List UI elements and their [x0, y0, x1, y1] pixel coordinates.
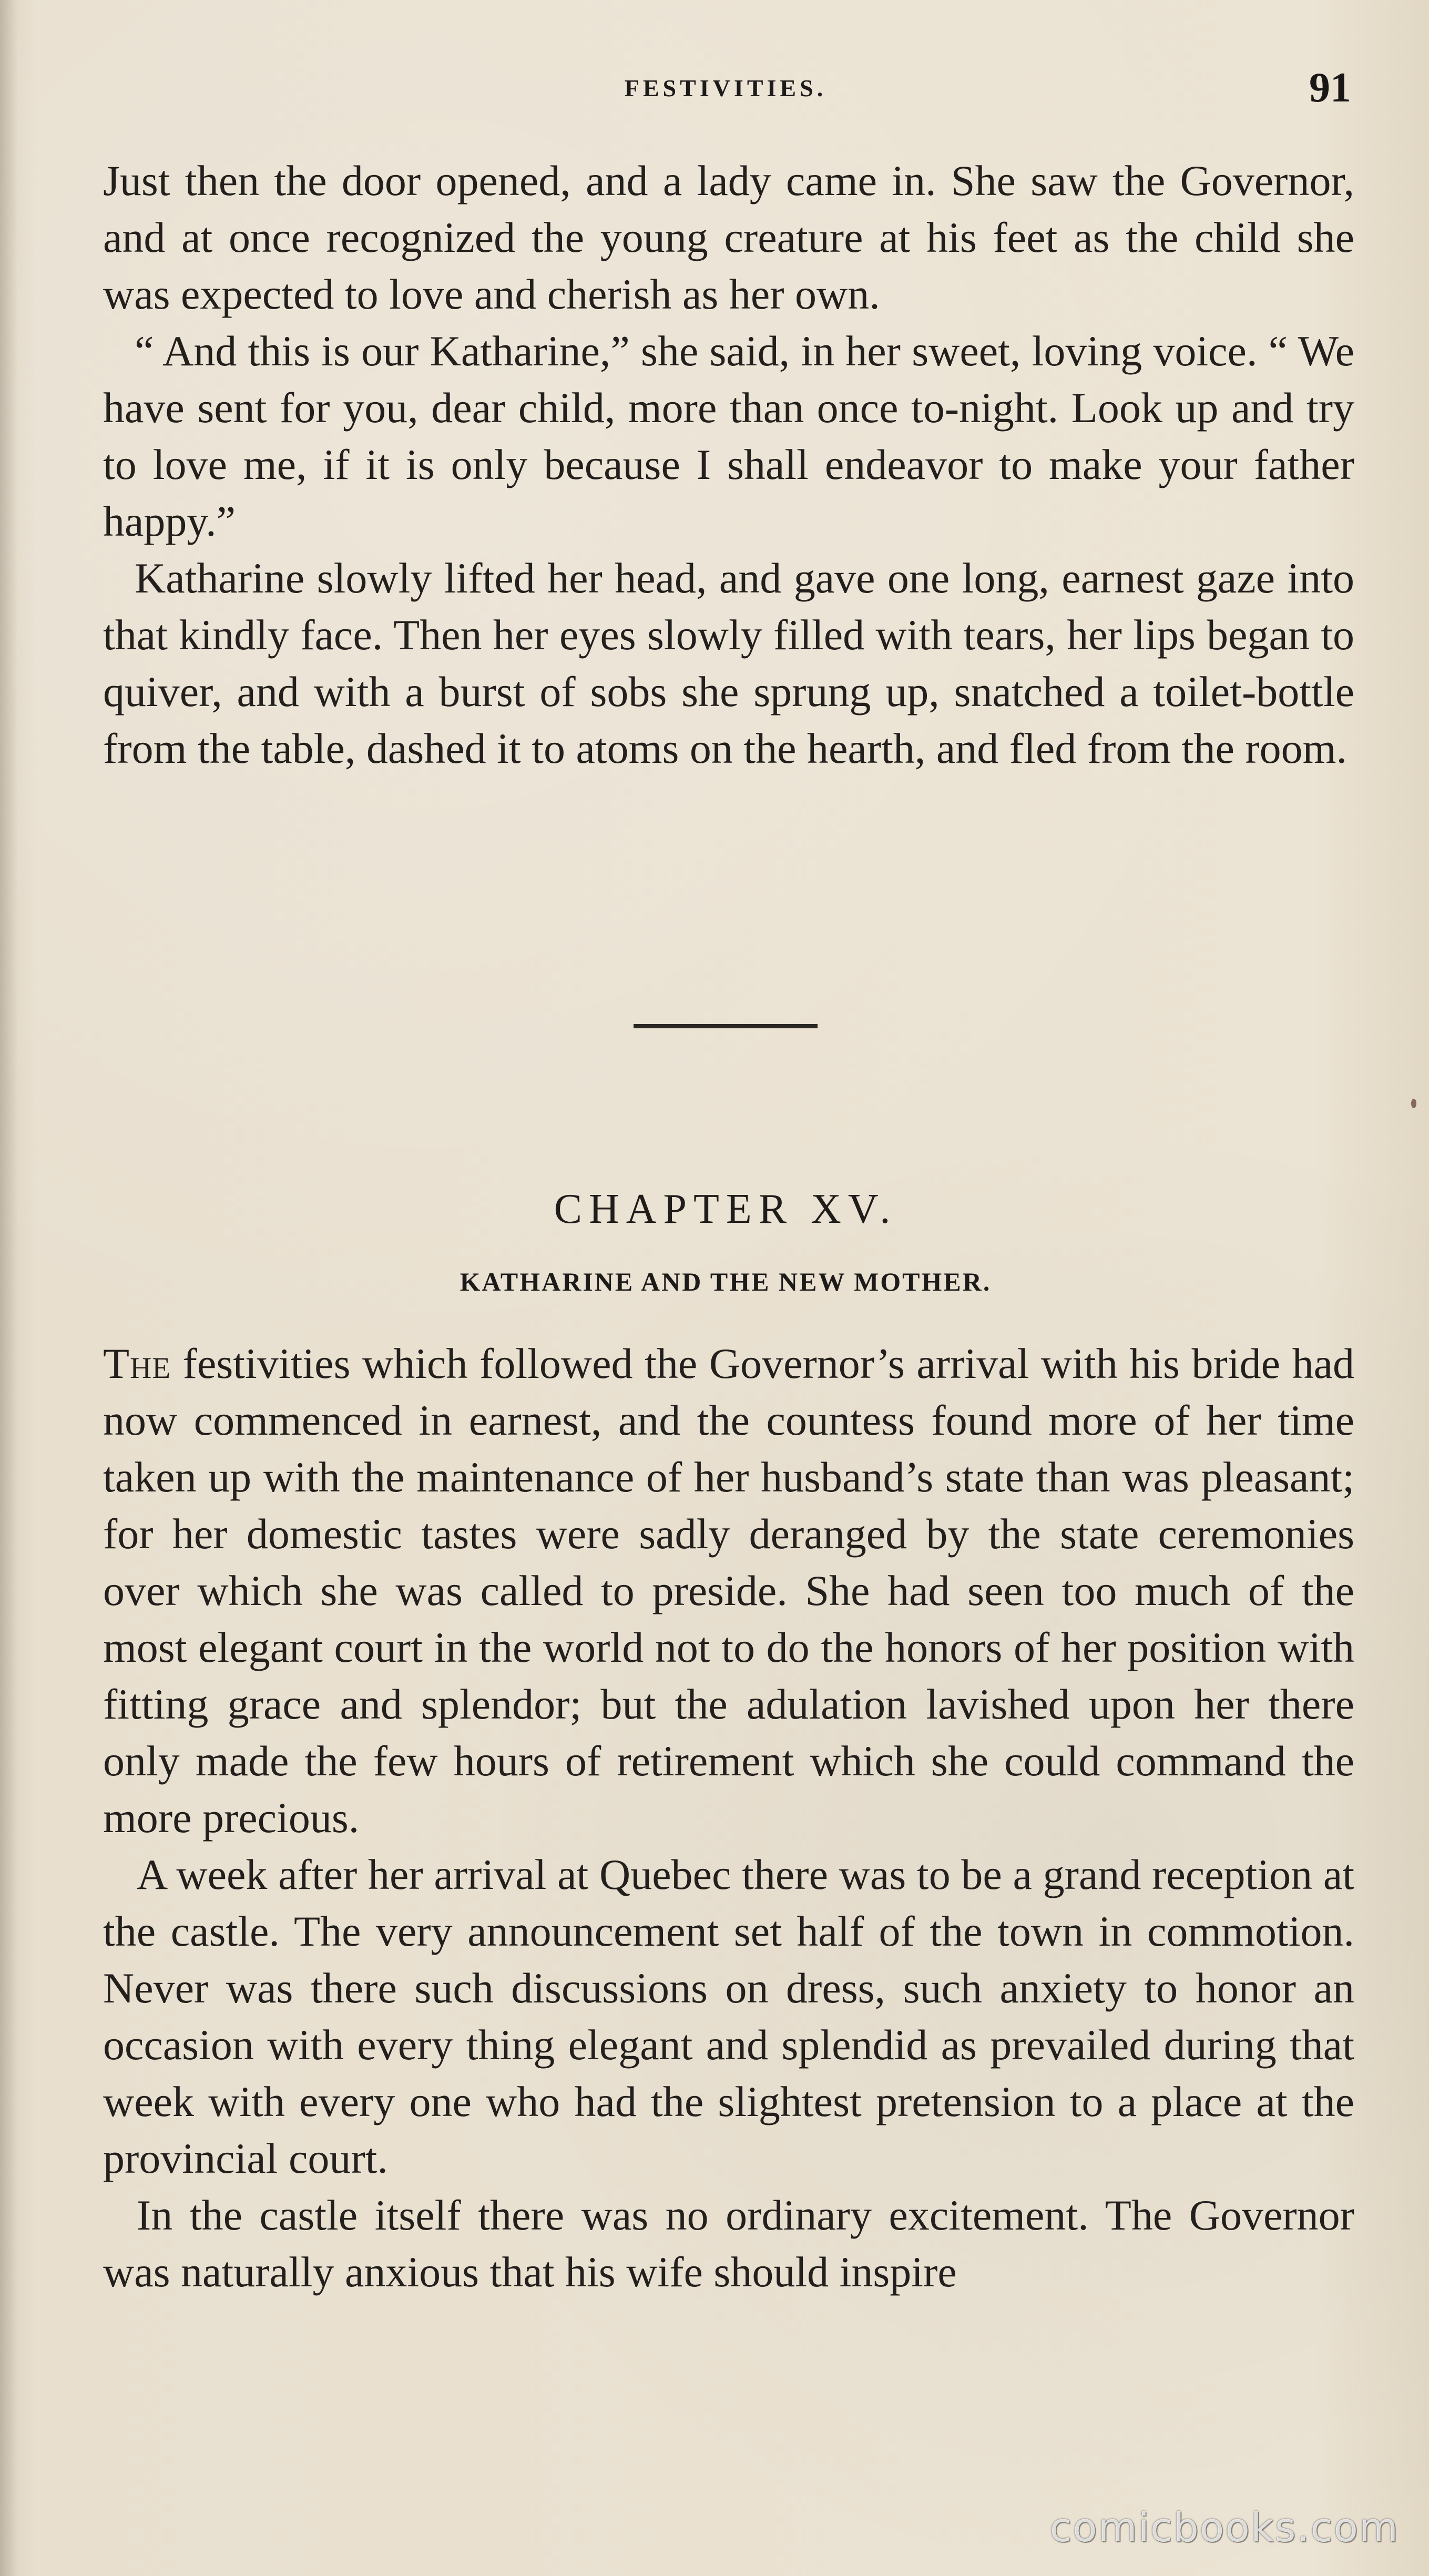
chapter-text: [103, 1335, 1354, 2301]
section-divider: [634, 1024, 818, 1028]
page-gutter-shadow: [0, 0, 18, 2576]
chapter-paragraph-3: In the castle itself there was no ordinary excitement. The Governor was naturally anxious that his wife should inspire: [103, 2191, 1354, 2296]
watermark: comicbooks.com: [1049, 2504, 1399, 2551]
page-header: [100, 65, 1351, 111]
opening-paragraph-3: Katharine slowly lifted her head, and gave one long, earnest gaze into that kindly face. Then her eyes slowly filled with tears, her lips began to quiver, and with a burst of sobs she sprung up, snatched a toilet-bottle from the table, dashed it to atoms on the hearth, and fled from the room.: [103, 554, 1354, 772]
chapter-paragraph-2: A week after her arrival at Quebec there was to be a grand reception at the castle. The very announcement set half of the town in commotion. Never was there such discussions on dress, such anxiety to honor an occasion with every thing elegant and splendid as prevailed during that week with every one who had the slightest pretension to a place at the provincial court.: [103, 1851, 1354, 2182]
chapter-paragraph-1: [103, 1335, 1354, 1846]
opening-text: [103, 152, 1354, 777]
chapter-paragraph-1-text: festivities which followed the Governor’s arrival with his bride had now commenced in earnest, and the countess found more of her time taken up with the maintenance of her husband’s state than was pleasant; for her domestic tastes were sadly deranged by the state ceremonies over which she was called to preside. She had seen too much of the most elegant court in the world not to do the honors of her position with fitting grace and splendor; but the adulation lavished upon her there only made the few hours of retirement which she could command the more precious.: [103, 1340, 1354, 1842]
chapter-subtitle: KATHARINE AND THE NEW MOTHER.: [460, 1267, 992, 1296]
page-number: 91: [1309, 65, 1351, 111]
opening-paragraph-2: “ And this is our Katharine,” she said, in her sweet, loving voice. “ We have sent for you, dear child, more than once to-night. Look up and try to love me, if it is only because I shall endeavor to make your father happy.”: [103, 327, 1354, 545]
paper-speck: [1411, 1099, 1416, 1108]
chapter-title: CHAPTER XV.: [554, 1186, 897, 1232]
chapter-first-word: The: [103, 1340, 171, 1387]
opening-paragraph-1: Just then the door opened, and a lady came in. She saw the Governor, and at once recognized the young creature at his feet as the child she was expected to love and cherish as her own.: [103, 157, 1354, 318]
running-head: FESTIVITIES.: [624, 75, 827, 101]
